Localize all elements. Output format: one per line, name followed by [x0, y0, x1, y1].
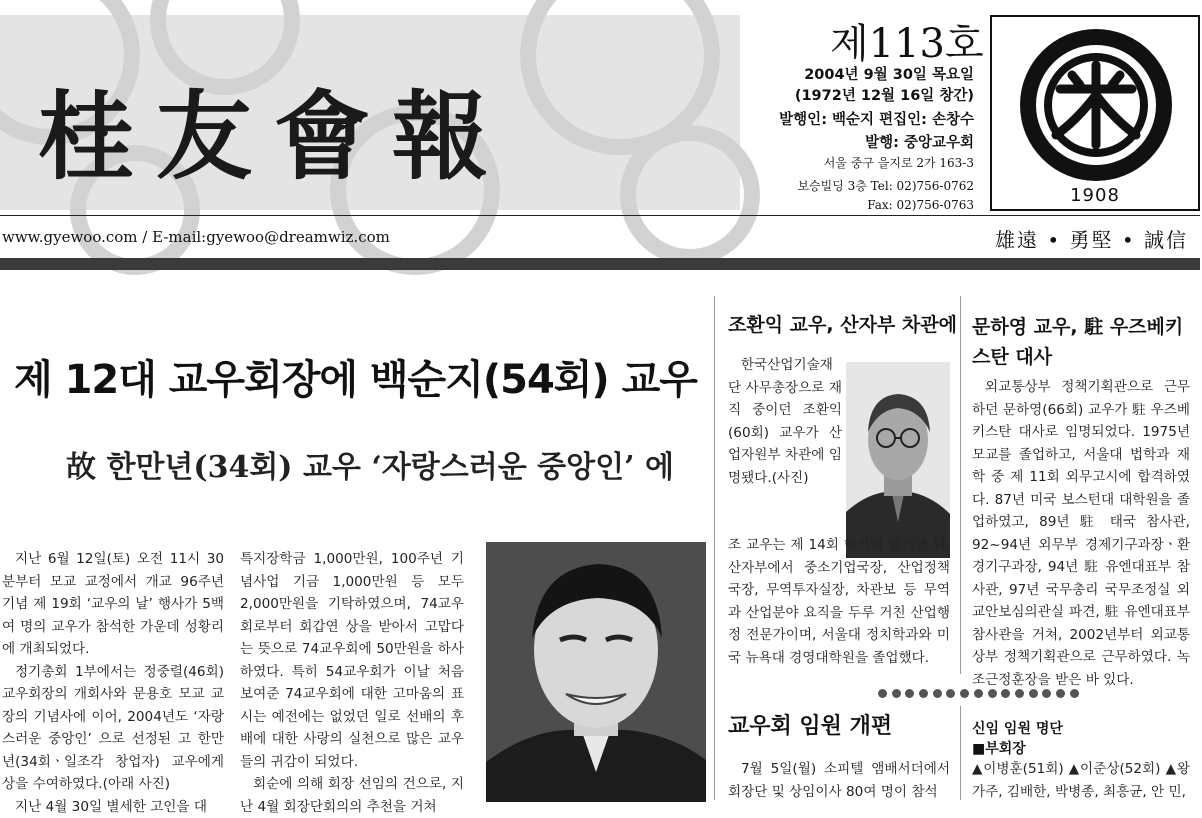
article-title-moon: 문하영 교우, 駐 우즈베키스탄 대사: [972, 312, 1192, 372]
article-title-board: 교우회 임원 개편: [728, 712, 892, 742]
masthead: [0, 0, 1200, 218]
publication-date: 2004년 9월 30일 목요일: [804, 63, 974, 84]
publisher-line: 발행인: 백순지 편집인: 손창수: [779, 108, 974, 129]
column-divider: [960, 296, 961, 674]
lead-paragraph: 지난 4월 30일 별세한 고인을 대: [2, 796, 224, 818]
publisher-org: 발행: 중앙교우회: [865, 131, 974, 152]
website-contact: www.gyewoo.com / E-mail:gyewoo@dreamwiz.com: [2, 228, 390, 246]
newspaper-title: 桂友會報: [38, 61, 510, 198]
masthead-title-panel: [0, 15, 740, 210]
article-title-cho: 조환익 교우, 산자부 차관에: [728, 310, 957, 340]
article-paragraph: 7월 5일(월) 소피텔 앰배서더에서 회장단 및 상임이사 80여 명이 참석: [728, 758, 950, 803]
seal-year: 1908: [992, 185, 1198, 206]
column-divider: [714, 296, 715, 800]
roster-subtitle: ■부회장: [972, 738, 1026, 758]
lead-headline: 제 12대 교우회장에 백순지(54회) 교우: [14, 348, 697, 405]
roster-body: [972, 758, 1190, 803]
lead-column-2: [240, 548, 464, 818]
lead-paragraph: 정기총회 1부에서는 정중렬(46회) 교우회장의 개회사와 문용호 모교 교장의 기념사에 이어, 2004년도 ‘자랑스러운 중앙인’ 으로 선정된 고 한만년(34회ㆍ일조각 창업자) 교우에게 상을 수여하였다.(아래 사진): [2, 661, 224, 796]
article-cho-body-narrow: [728, 354, 842, 489]
article-board-body: [728, 758, 950, 803]
cho-portrait-photo: [846, 362, 950, 558]
seal-box: [990, 15, 1200, 211]
founding-date: (1972년 12월 16일 창간): [795, 84, 974, 105]
lead-paragraph: 회순에 의해 회장 선임의 건으로, 지난 4월 회장단회의의 추천을 거쳐: [240, 773, 464, 818]
roster-title: 신임 임원 명단: [972, 718, 1063, 738]
address-line-2: 보승빌딩 3층 Tel: 02)756-0762: [797, 177, 974, 194]
article-paragraph: 외교통상부 정책기획관으로 근무하던 문하영(66회) 교우가 駐 우즈베키스탄 대사로 임명되었다. 1975년 모교를 졸업하고, 서울대 법학과 재학 중 제 11회 외무고시에 합격하였다. 87년 미국 보스턴대 대학원을 졸업하였고, 89년 駐 태국 참사관, 92~94년 외무부 경제기구과장ㆍ환경기구과장, 94년 駐 유엔대표부 참사관, 97년 국무총리 국무조정실 외교안보심의관실 파견, 駐 유엔대표부 참사관을 거쳐, 2002년부터 외교통상부 정책기획관으로 근무하였다. 녹조근정훈장을 받은 바 있다.: [972, 376, 1190, 691]
lead-paragraph: 특지장학금 1,000만원, 100주년 기념사업 기금 1,000만원 등 모두 2,000만원을 기탁하였으며, 74교우회로부터 회갑연 상을 받아서 고맙다는 뜻으로 74교우회에 50만원을 하사하였다. 특히 54교우회가 이날 처음 보여준 74교우회에 대한 고마움의 표시는 예전에는 없었던 일로 선배의 후배에 대한 사랑의 실천으로 많은 교우들의 귀감이 되었다.: [240, 548, 464, 773]
article-paragraph: 조 교우는 제 14회 행시에 합격한 뒤, 산자부에서 중소기업국장, 산업정책국장, 무역투자실장, 차관보 등 무역과 산업분야 요직을 두루 거친 산업행정 전문가이며, 서울대 정치학과와 미국 뉴욕대 경영대학원을 졸업했다.: [728, 534, 950, 669]
fax-line: Fax: 02)756-0763: [867, 198, 974, 212]
address-line-1: 서울 중구 을지로 2가 163-3: [824, 154, 974, 171]
lead-subhead: 故 한만년(34회) 교우 ‘자랑스러운 중앙인’ 에: [66, 442, 674, 486]
school-seal-icon: [992, 17, 1202, 187]
lead-column-1: [2, 548, 224, 818]
article-cho-body: [728, 534, 950, 669]
lead-paragraph: 지난 6월 12일(토) 오전 11시 30분부터 모교 교정에서 개교 96주년 기념 제 19회 ‘교우의 날’ 행사가 5백여 명의 교우가 참석한 가운데 성황리에 개최되었다.: [2, 548, 224, 661]
masthead-rule: [0, 215, 1200, 216]
roster-list: ▲이병훈(51회) ▲이준상(52회) ▲왕가주, 김배한, 박병종, 최흥균, 안 민,: [972, 758, 1190, 803]
column-divider: [960, 706, 961, 800]
school-motto: 雄遠 • 勇堅 • 誠信: [995, 224, 1188, 253]
article-paragraph: 한국산업기술재단 사무총장으로 재직 중이던 조환익(60회) 교우가 산업자원부 차관에 임명됐다.(사진): [728, 354, 842, 489]
article-moon-body: [972, 376, 1190, 691]
header-bar: [0, 258, 1200, 270]
section-divider-dots: [878, 683, 1083, 702]
issue-number: 제113호: [830, 12, 984, 69]
lead-portrait-photo: [486, 542, 706, 802]
